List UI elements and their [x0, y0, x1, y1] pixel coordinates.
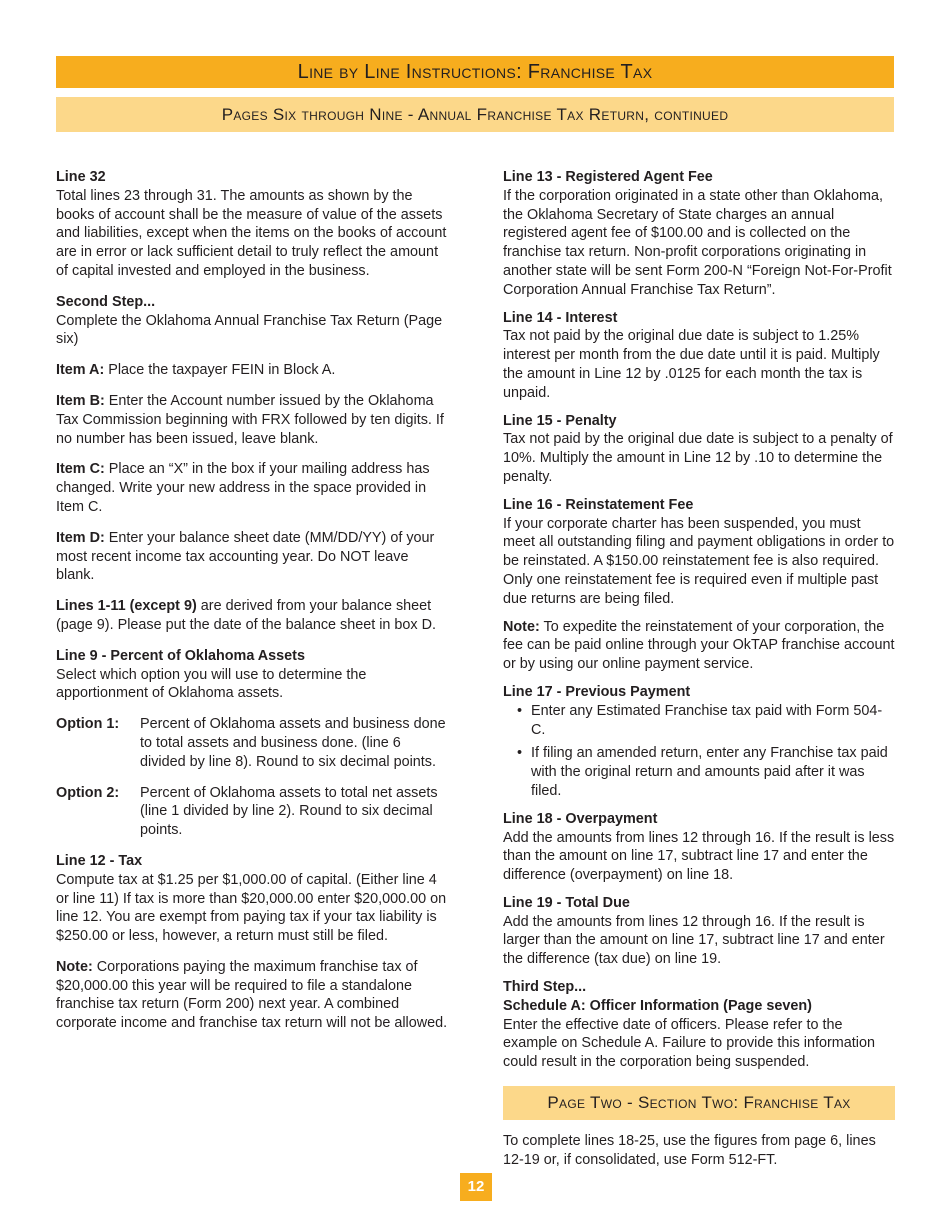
- line14-heading: Line 14 - Interest: [503, 309, 618, 326]
- line14-text: Tax not paid by the original due date is subject to 1.25% interest per month from the due date until it is paid. Multiply the amount in Line 12 by .0125 for each month the tax is unpaid.: [503, 328, 880, 401]
- page-title-banner: Line by Line Instructions: Franchise Tax: [56, 56, 894, 88]
- third-step-block: [503, 978, 895, 1072]
- line19-block: [503, 894, 895, 969]
- option-2-text: Percent of Oklahoma assets to total net assets (line 1 divided by line 2). Round to six decimal points.: [140, 784, 438, 839]
- line19-text: Add the amounts from lines 12 through 16. If the result is larger than the amount on line 17, subtract line 17 and enter the difference (tax due) on line 19.: [503, 913, 885, 968]
- line12-text: Compute tax at $1.25 per $1,000.00 of capital. (Either line 4 or line 11) If tax is more than $20,000.00 enter $20,000.00 on line 12. You are exempt from paying tax if your tax liability is $250.00 or less, however, a return must still be filed.: [56, 871, 447, 945]
- item-c-text: Place an “X” in the box if your mailing address has changed. Write your new address in the space provided in Item C.: [56, 461, 430, 515]
- line13-text: If the corporation originated in a state other than Oklahoma, the Oklahoma Secretary of State charges an annual registered agent fee of $100.00 and is collected on the franchise tax return. Non-profit corporations originating in another state will be sent Form 200-N “Foreign Not-For-Profit Corporation Annual Franchise Tax Return”.: [503, 187, 892, 298]
- line32-block: [56, 168, 448, 281]
- option-1-text: Percent of Oklahoma assets and business done to total assets and business done. (line 6 divided by line 8). Round to six decimal points.: [140, 716, 446, 770]
- line14-block: [503, 309, 895, 403]
- bullet-icon: •: [517, 745, 523, 762]
- list-item: [517, 702, 895, 740]
- note-reinstatement: [503, 618, 895, 674]
- second-step-heading: Second Step...: [56, 293, 156, 310]
- lines-1-11-label: Lines 1-11 (except 9): [56, 598, 197, 615]
- note-max-tax-text: Corporations paying the maximum franchise tax of $20,000.00 this year will be required to file a standalone franchise tax return (Form 200) next year. A combined corporate income and franchise tax return will not be allowed.: [56, 958, 448, 1032]
- line17-heading: Line 17 - Previous Payment: [503, 683, 691, 700]
- item-d: [56, 529, 448, 585]
- page-number: 12: [460, 1173, 492, 1201]
- line9-block: [56, 647, 448, 703]
- item-c: [56, 460, 448, 516]
- line19-heading: Line 19 - Total Due: [503, 894, 630, 911]
- item-c-label: Item C:: [56, 461, 105, 478]
- item-d-label: Item D:: [56, 529, 105, 546]
- line18-block: [503, 810, 895, 885]
- item-d-text: Enter your balance sheet date (MM/DD/YY) of your most recent income tax accounting year. Do NOT leave blank.: [56, 529, 435, 584]
- right-column: [503, 168, 895, 1170]
- line9-heading: Line 9 - Percent of Oklahoma Assets: [56, 647, 305, 664]
- second-step-text: Complete the Oklahoma Annual Franchise Tax Return (Page six): [56, 312, 443, 348]
- item-b: [56, 392, 448, 448]
- item-a: [56, 361, 448, 380]
- item-b-text: Enter the Account number issued by the Oklahoma Tax Commission beginning with FRX followed by ten digits. If no number has been issued, leave blank.: [56, 392, 444, 447]
- line13-heading: Line 13 - Registered Agent Fee: [503, 169, 713, 185]
- line12-heading: Line 12 - Tax: [56, 852, 143, 869]
- line17-bullet-1: Enter any Estimated Franchise tax paid with Form 504-C.: [531, 702, 883, 738]
- lines-1-11: [56, 597, 448, 635]
- line17-block: [503, 683, 895, 801]
- line16-text: If your corporate charter has been suspended, you must meet all outstanding filing and payment obligations in order to be reinstated. A $150.00 reinstatement fee is also required. Only one reinstatement fee is required even if multiple past due returns are being filed.: [503, 515, 895, 607]
- section-two-banner: Page Two - Section Two: Franchise Tax: [503, 1086, 895, 1120]
- item-a-label: Item A:: [56, 362, 105, 379]
- schedule-a-heading: Schedule A: Officer Information (Page seven): [503, 997, 812, 1014]
- bullet-icon: •: [517, 702, 523, 719]
- note-max-tax-label: Note:: [56, 958, 93, 975]
- list-item: [517, 744, 895, 800]
- line18-text: Add the amounts from lines 12 through 16. If the result is less than the amount on line 17, subtract line 17 and enter the difference (overpayment) on line 18.: [503, 829, 895, 884]
- option-1: [56, 715, 448, 771]
- lines-1-11-text: are derived from your balance sheet (page 9). Please put the date of the balance sheet in box D.: [56, 598, 437, 633]
- line13-block: [503, 168, 895, 300]
- line9-text: Select which option you will use to determine the apportionment of Oklahoma assets.: [56, 666, 367, 702]
- line16-block: [503, 496, 895, 609]
- line12-block: [56, 852, 448, 946]
- schedule-a-text: Enter the effective date of officers. Please refer to the example on Schedule A. Failure to provide this information could result in the corporation being suspended.: [503, 1016, 875, 1071]
- second-step-block: [56, 293, 448, 349]
- option-2: [56, 784, 448, 840]
- note-reinstatement-text: To expedite the reinstatement of your corporation, the fee can be paid online through your OkTAP franchise account or by using our online payment service.: [503, 618, 895, 673]
- item-a-text: Place the taxpayer FEIN in Block A.: [108, 362, 336, 379]
- section-two-text: To complete lines 18-25, use the figures from page 6, lines 12-19 or, if consolidated, use Form 512-FT.: [503, 1133, 876, 1168]
- page-subtitle-banner: Pages Six through Nine - Annual Franchise Tax Return, continued: [56, 97, 894, 132]
- line32-heading: Line 32: [56, 169, 106, 185]
- third-step-heading: Third Step...: [503, 979, 587, 996]
- line15-block: [503, 412, 895, 487]
- option-1-label: Option 1:: [56, 716, 120, 733]
- line17-bullet-2: If filing an amended return, enter any Franchise tax paid with the original return and amounts paid after it was filed.: [531, 745, 888, 799]
- left-column: [56, 168, 448, 1045]
- note-max-tax: [56, 958, 448, 1033]
- line18-heading: Line 18 - Overpayment: [503, 810, 658, 827]
- line15-text: Tax not paid by the original due date is subject to a penalty of 10%. Multiply the amount in Line 12 by .10 to determine the penalty.: [503, 431, 893, 485]
- line32-text: Total lines 23 through 31. The amounts as shown by the books of account shall be the measure of value of the assets and liabilities, except when the items on the books of account are in error or lack sufficient detail to truly reflect the amount of capital invested and employed in the business.: [56, 187, 447, 279]
- option-2-label: Option 2:: [56, 784, 120, 801]
- note-reinstatement-label: Note:: [503, 618, 540, 635]
- line16-heading: Line 16 - Reinstatement Fee: [503, 496, 694, 513]
- item-b-label: Item B:: [56, 392, 105, 409]
- line15-heading: Line 15 - Penalty: [503, 412, 617, 429]
